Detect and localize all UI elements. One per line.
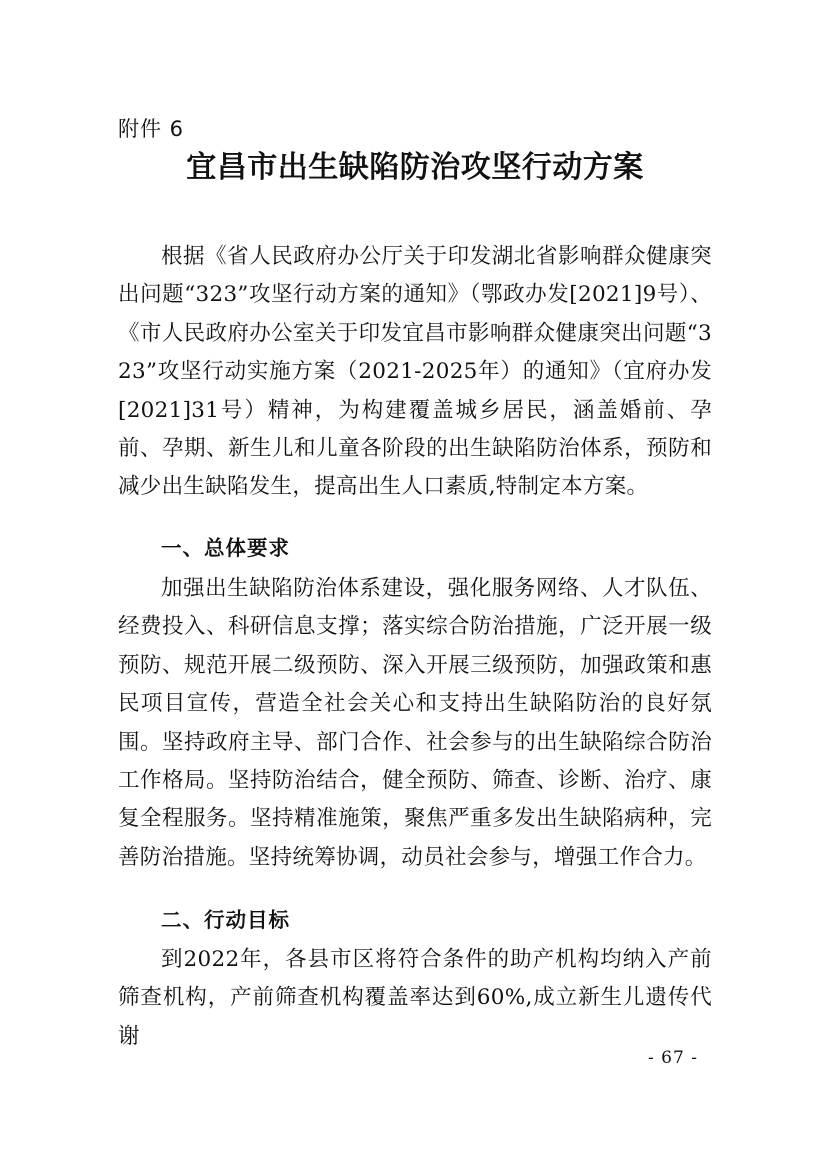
general-requirements-paragraph: 加强出生缺陷防治体系建设，强化服务网络、人才队伍、经费投入、科研信息支撑；落实综合防治措施，广泛开展一级预防、规范开展二级预防、深入开展三级预防，加强政策和惠民项目宣传，营造全社会关心和支持出生缺陷防治的良好氛围。坚持政府主导、部门合作、社会参与的出生缺陷综合防治工作格局。坚持防治结合，健全预防、筛查、诊断、治疗、康复全程服务。坚持精准施策，聚焦严重多发出生缺陷病种，完善防治措施。坚持统筹协调，动员社会参与，增强工作合力。	[118, 576, 712, 870]
section-heading-action-goals: 二、行动目标	[161, 908, 290, 932]
action-goals-paragraph: 到2022年，各县市区将符合条件的助产机构均纳入产前筛查机构，产前筛查机构覆盖率达到60%,成立新生儿遗传代谢	[118, 947, 712, 1049]
page-number: - 67 -	[648, 1048, 698, 1068]
attachment-label: 附件 6	[118, 117, 185, 141]
section-heading-general-requirements: 一、总体要求	[161, 536, 290, 560]
document-title: 宜昌市出生缺陷防治攻坚行动方案	[186, 150, 644, 185]
intro-paragraph: 根据《省人民政府办公厅关于印发湖北省影响群众健康突出问题“323”攻坚行动方案的通知》（鄂政办发[2021]9号）、《市人民政府办公室关于印发宜昌市影响群众健康突出问题“323”攻坚行动实施方案（2021-2025年）的通知》（宜府办发[2021]31号）精神，为构建覆盖城乡居民，涵盖婚前、孕前、孕期、新生儿和儿童各阶段的出生缺陷防治体系，预防和减少出生缺陷发生，提高出生人口素质,特制定本方案。	[118, 244, 712, 500]
